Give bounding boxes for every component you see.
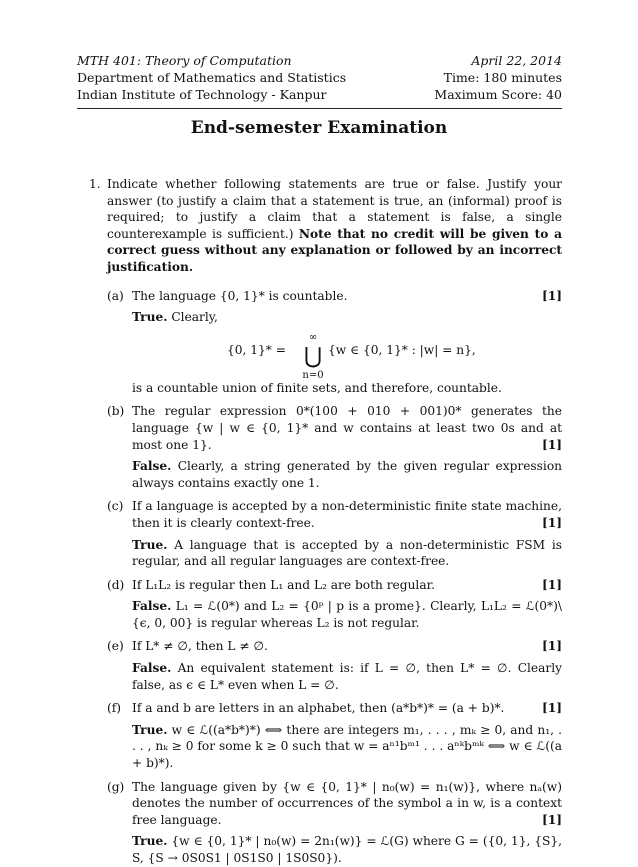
part-answer bbox=[132, 660, 562, 693]
part-points: [1] bbox=[541, 812, 562, 827]
part-c bbox=[107, 498, 562, 569]
part-f bbox=[107, 700, 562, 771]
part-label: (d) bbox=[107, 577, 125, 592]
part-verdict: True. bbox=[132, 537, 168, 552]
union-lower-limit: n=0 bbox=[302, 370, 324, 382]
course-title: MTH 401: Theory of Computation bbox=[77, 53, 292, 68]
part-answer-text: {w ∈ {0, 1}* | n₀(w) = 2n₁(w)} = ℒ(G) where G = ({0, 1}, {S}, S, {S → 0S0S1 | 0S1S0 | 1S0S0}). bbox=[132, 834, 562, 865]
part-answer bbox=[132, 458, 562, 491]
department: Department of Mathematics and Statistics bbox=[77, 70, 347, 85]
part-label: (c) bbox=[107, 499, 124, 514]
union-icon: ⋃ bbox=[303, 344, 323, 370]
part-points: [1] bbox=[541, 577, 562, 592]
part-answer bbox=[132, 537, 562, 570]
max-score: Maximum Score: 40 bbox=[434, 87, 562, 102]
part-answer-text: Clearly, bbox=[171, 310, 218, 325]
union-operator bbox=[298, 330, 328, 385]
part-statement bbox=[132, 577, 562, 594]
union-upper-limit: ∞ bbox=[308, 331, 318, 343]
part-answer-text: Clearly, a string generated by the given regular expression always contains exactly one 1. bbox=[132, 459, 563, 490]
part-answer bbox=[132, 722, 562, 772]
part-answer bbox=[132, 309, 562, 326]
question-1 bbox=[77, 176, 562, 867]
part-statement bbox=[132, 700, 562, 717]
part-points: [1] bbox=[541, 515, 562, 530]
institute: Indian Institute of Technology - Kanpur bbox=[77, 87, 327, 102]
part-answer-text: A language that is accepted by a non-deterministic FSM is regular, and all regular languages are context-free. bbox=[132, 537, 562, 569]
part-statement bbox=[132, 779, 562, 829]
part-e bbox=[107, 638, 562, 693]
part-answer-text: L₁ = ℒ(0*) and L₂ = {0ᵖ | p is a prome}. Clearly, L₁L₂ = ℒ(0*)\{ϵ, 0, 00} is regular whereas L₂ is not regular. bbox=[132, 599, 563, 630]
header-right bbox=[434, 52, 562, 103]
part-points: [1] bbox=[541, 701, 562, 716]
part-statement-text: If L* ≠ ∅, then L ≠ ∅. bbox=[132, 639, 268, 654]
part-answer-after: is a countable union of finite sets, and therefore, countable. bbox=[132, 380, 502, 395]
part-label: (b) bbox=[107, 404, 125, 419]
question-intro bbox=[107, 176, 562, 276]
equation-lhs: {0, 1}* = bbox=[227, 342, 286, 357]
question-note: Note that no credit will be given to a correct guess without any explanation or followed by an incorrect justification. bbox=[107, 226, 562, 274]
part-label: (e) bbox=[107, 639, 124, 654]
part-a bbox=[107, 288, 562, 397]
part-statement bbox=[132, 403, 562, 453]
question-number: 1. bbox=[89, 177, 101, 191]
part-statement-text: The regular expression 0*(100 + 010 + 001)0* generates the language {w | w ∈ {0, 1}* and w contains at least two 0s and at most one 1}. bbox=[132, 404, 562, 452]
part-verdict: True. bbox=[132, 310, 168, 325]
part-verdict: True. bbox=[132, 722, 168, 737]
part-statement-text: The language given by {w ∈ {0, 1}* | n₀(w) = n₁(w)}, where nₐ(w) denotes the number of occurrences of the symbol a in w, is a context free language. bbox=[132, 779, 562, 827]
page-title: End-semester Examination bbox=[190, 118, 448, 138]
part-points: [1] bbox=[541, 639, 562, 654]
part-answer-text: w ∈ ℒ((a*b*)*) ⟺ there are integers m₁, . . . , mₖ ≥ 0, and n₁, . . . , nₖ ≥ 0 for some k ≥ 0 such that w = aⁿ¹bᵐ¹ . . . aⁿᵏbᵐᵏ ⟺ w ∈ ℒ((a + b)*). bbox=[132, 722, 563, 771]
part-answer bbox=[132, 598, 562, 631]
part-label: (f) bbox=[107, 701, 122, 716]
question-intro-text: Indicate whether following statements are true or false. Justify your answer (to justify a claim that a statement is true, an (informal) proof is required; to justify a claim that a statement is false, a single counterexample is sufficient.) bbox=[107, 177, 562, 241]
part-statement bbox=[132, 638, 562, 655]
part-statement-text: The language {0, 1}* is countable. bbox=[132, 288, 348, 303]
part-statement-text: If L₁L₂ is regular then L₁ and L₂ are both regular. bbox=[132, 577, 435, 592]
part-points: [1] bbox=[541, 288, 562, 303]
part-verdict: False. bbox=[132, 599, 172, 614]
part-d bbox=[107, 577, 562, 632]
header-rule bbox=[77, 108, 562, 109]
part-verdict: False. bbox=[132, 459, 172, 474]
part-g bbox=[107, 779, 562, 867]
part-label: (a) bbox=[107, 288, 124, 303]
part-b bbox=[107, 403, 562, 491]
exam-date: April 22, 2014 bbox=[471, 53, 562, 68]
equation-rhs: {w ∈ {0, 1}* : |w| = n}, bbox=[328, 342, 476, 357]
part-statement-text: If a and b are letters in an alphabet, then (a*b*)* = (a + b)*. bbox=[132, 701, 505, 716]
part-answer bbox=[132, 833, 562, 866]
part-statement-text: If a language is accepted by a non-deterministic finite state machine, then it is clearly context-free. bbox=[132, 499, 562, 530]
part-statement bbox=[132, 288, 562, 305]
part-answer-text: An equivalent statement is: if L = ∅, then L* = ∅. Clearly false, as ϵ ∈ L* even when L = ∅. bbox=[132, 661, 562, 692]
part-verdict: False. bbox=[132, 661, 172, 676]
part-label: (g) bbox=[107, 779, 125, 794]
exam-time: Time: 180 minutes bbox=[443, 70, 562, 85]
display-equation bbox=[132, 330, 562, 382]
part-verdict: True. bbox=[132, 834, 168, 849]
part-statement bbox=[132, 498, 562, 531]
part-points: [1] bbox=[541, 437, 562, 452]
header-left bbox=[77, 52, 346, 103]
